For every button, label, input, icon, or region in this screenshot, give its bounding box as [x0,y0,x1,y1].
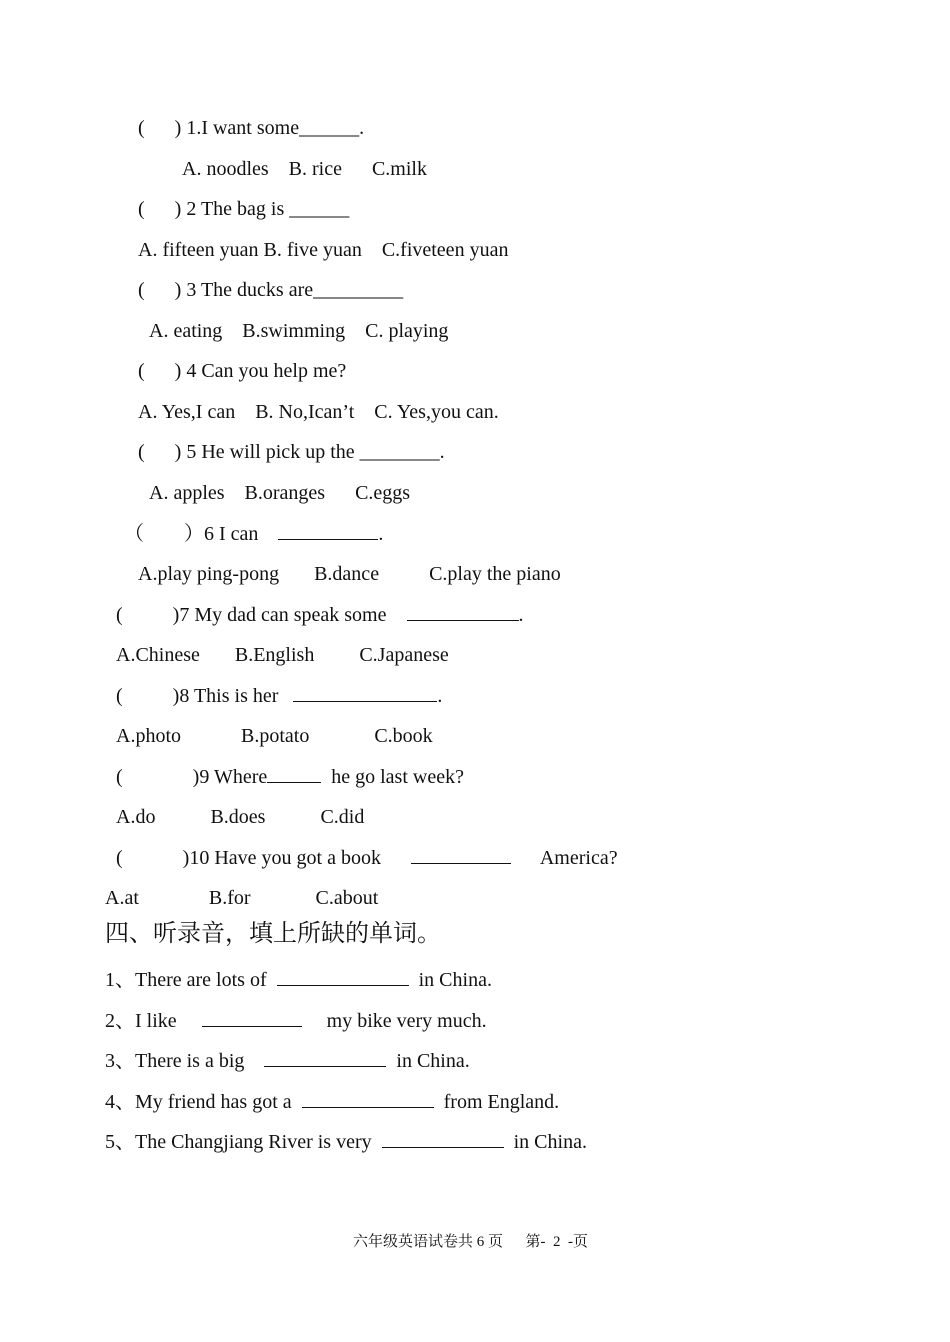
question-1-stem: ( ) 1.I want some______. [138,117,365,139]
fill-item-5 [105,1129,587,1154]
footer-page-number: 第- 2 -页 [525,1234,589,1250]
fill-item-text: 3、There is a big [105,1050,245,1072]
footer-exam-info: 六年级英语试卷共 6 页 [353,1234,504,1250]
answer-blank[interactable] [264,1048,386,1067]
question-6-options: A.play ping-pong B.dance C.play the piano [138,563,561,585]
question-4-options: A. Yes,I can B. No,Ican’t C. Yes,you can. [138,401,499,423]
fill-item-text: 2、I like [105,1010,177,1032]
question-3-options: A. eating B.swimming C. playing [149,320,449,342]
question-7-stem-end: . [518,604,524,626]
fill-item-text: 5、The Changjiang River is very [105,1131,372,1153]
question-10-stem-text: ( )10 Have you got a book [116,847,381,869]
fill-item-4 [105,1089,559,1114]
fill-item-text: 1、There are lots of [105,969,267,991]
fill-item-3 [105,1048,470,1073]
question-8-stem-text: ( )8 This is her [116,685,279,707]
question-9-stem-end: he go last week? [331,766,464,788]
fill-item-text: 4、My friend has got a [105,1091,292,1113]
fill-item-text: in China. [396,1050,470,1072]
fill-item-text: in China. [418,969,492,991]
question-1-options: A. noodles B. rice C.milk [182,158,427,180]
answer-blank[interactable] [277,967,409,986]
page-footer [353,1233,588,1251]
answer-blank[interactable] [382,1129,504,1148]
question-7-options: A.Chinese B.English C.Japanese [116,644,449,666]
question-6-stem-text: （ ）6 I can [124,523,259,545]
answer-blank[interactable] [293,683,437,702]
question-10-stem-end: America? [539,847,618,869]
question-2-stem: ( ) 2 The bag is ______ [138,198,350,220]
fill-item-text: from England. [443,1091,560,1113]
answer-blank[interactable] [302,1089,434,1108]
answer-blank[interactable] [411,845,511,864]
question-5-options: A. apples B.oranges C.eggs [149,482,411,504]
question-8-stem [116,683,442,708]
question-3-stem: ( ) 3 The ducks are_________ [138,279,404,301]
question-8-stem-end: . [437,685,443,707]
question-7-stem [116,602,524,627]
fill-item-text: my bike very much. [326,1010,487,1032]
question-9-stem-text: ( )9 Where [116,766,268,788]
answer-blank[interactable] [407,602,519,621]
section-four-title: 四、听录音，填上所缺的单词。 [105,919,441,947]
fill-item-2 [105,1008,487,1033]
question-10-options: A.at B.for C.about [105,887,379,909]
question-10-stem [116,845,618,870]
question-5-stem: ( ) 5 He will pick up the ________. [138,441,445,463]
question-7-stem-text: ( )7 My dad can speak some [116,604,387,626]
fill-item-text: in China. [513,1131,587,1153]
question-6-stem-end: . [378,523,384,545]
answer-blank[interactable] [278,521,378,540]
answer-blank[interactable] [202,1008,302,1027]
question-8-options: A.photo B.potato C.book [116,725,433,747]
question-6-stem [124,521,383,546]
fill-item-1 [105,967,492,992]
answer-blank[interactable] [267,764,321,783]
question-4-stem: ( ) 4 Can you help me? [138,360,347,382]
question-2-options: A. fifteen yuan B. five yuan C.fiveteen yuan [138,239,509,261]
question-9-stem [116,764,464,789]
question-9-options: A.do B.does C.did [116,806,365,828]
